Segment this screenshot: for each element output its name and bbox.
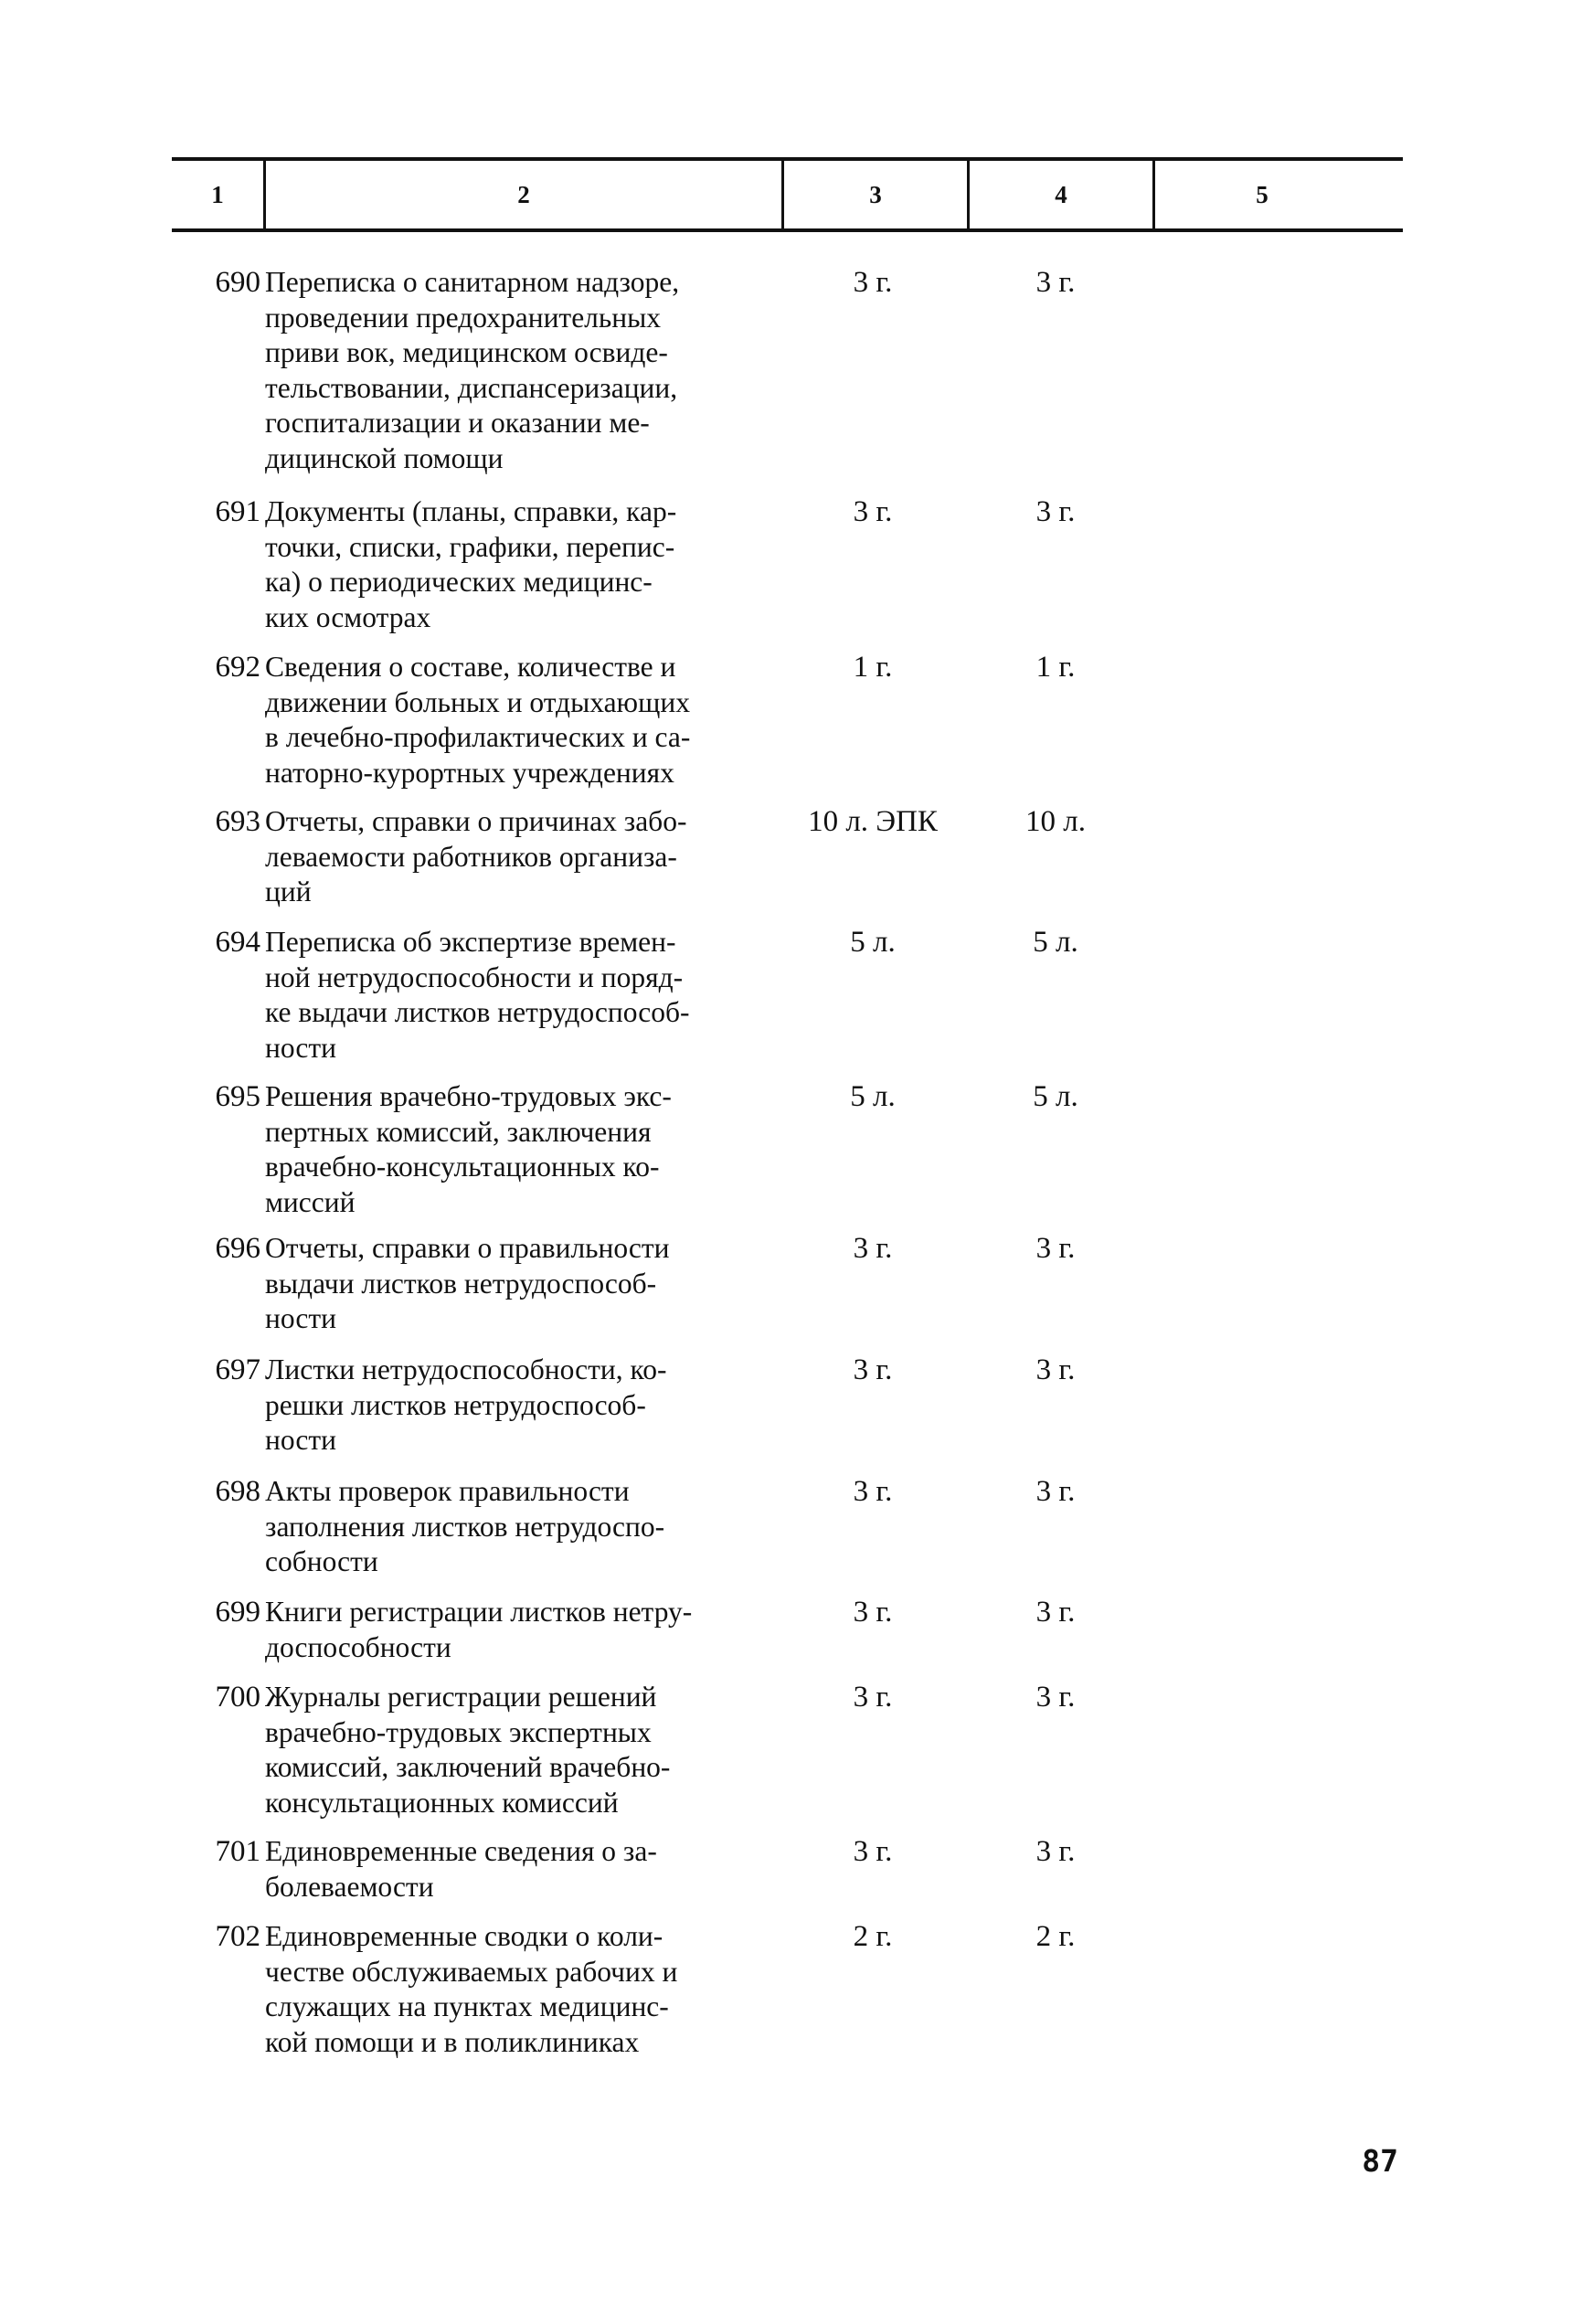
row-number: 700: [215, 1681, 260, 1714]
row-retention-col3: 2 г.: [853, 1920, 893, 1953]
row-description: Переписка о санитарном надзоре, проведении предохранительных приви вок, медицинском освиде- тельствовании, диспансеризации, госпитализации и оказании ме- дицинской помощи: [265, 266, 680, 474]
row-number: 702: [215, 1920, 260, 1953]
row-retention-col3: 3 г.: [853, 1232, 893, 1265]
row-retention-col3: 3 г.: [853, 1353, 893, 1386]
row-retention-col3: 5 л.: [850, 1080, 896, 1113]
row-description: Журналы регистрации решений врачебно-трудовых экспертных комиссий, заключений врачебно- консультационных комиссий: [265, 1681, 671, 1819]
row-retention-col4: 3 г.: [1035, 495, 1076, 528]
row-retention-col4: 5 л.: [1033, 926, 1078, 959]
row-number: 696: [215, 1232, 260, 1265]
row-retention-col4: 10 л.: [1025, 805, 1086, 838]
table-header: [172, 157, 1403, 232]
row-retention-col3: 3 г.: [853, 266, 893, 299]
header-col-2: 2: [517, 181, 530, 208]
row-retention-col4: 5 л.: [1033, 1080, 1078, 1113]
row-retention-col3: 3 г.: [853, 495, 893, 528]
row-retention-col4: 3 г.: [1035, 1596, 1076, 1629]
row-description: Акты проверок правильности заполнения листков нетрудоспо- собности: [265, 1475, 665, 1577]
page-number: 87: [1362, 2143, 1398, 2179]
row-retention-col3: 10 л. ЭПК: [808, 805, 938, 838]
row-description: Книги регистрации листков нетру- доспособности: [265, 1596, 693, 1663]
row-retention-col3: 3 г.: [853, 1596, 893, 1629]
row-description: Сведения о составе, количестве и движении больных и отдыхающих в лечебно-профилактических и са- наторно-курортных учреждениях: [265, 651, 691, 789]
row-description: Отчеты, справки о причинах забо- леваемости работников организа- ций: [265, 805, 687, 907]
row-number: 691: [215, 495, 260, 528]
row-retention-col3: 3 г.: [853, 1475, 893, 1508]
row-retention-col4: 1 г.: [1035, 651, 1076, 684]
row-description: Отчеты, справки о правильности выдачи листков нетрудоспособ- ности: [265, 1232, 670, 1334]
row-number: 701: [215, 1835, 260, 1868]
row-number: 693: [215, 805, 260, 838]
row-retention-col4: 3 г.: [1035, 266, 1076, 299]
row-description: Единовременные сведения о за- болеваемости: [265, 1835, 657, 1903]
row-retention-col4: 2 г.: [1035, 1920, 1076, 1953]
row-retention-col4: 3 г.: [1035, 1681, 1076, 1714]
row-number: 690: [215, 266, 260, 299]
row-description: Листки нетрудоспособности, ко- решки листков нетрудоспособ- ности: [265, 1353, 667, 1456]
header-col-1: 1: [211, 181, 224, 208]
row-description: Единовременные сводки о коли- честве обслуживаемых рабочих и служащих на пунктах медицинс- кой помощи и в поликлиниках: [265, 1920, 678, 2058]
row-retention-col4: 3 г.: [1035, 1232, 1076, 1265]
row-description: Решения врачебно-трудовых экс- пертных комиссий, заключения врачебно-консультационных ко- миссий: [265, 1080, 672, 1218]
header-col-4: 4: [1055, 181, 1067, 208]
row-retention-col3: 1 г.: [853, 651, 893, 684]
row-number: 695: [215, 1080, 260, 1113]
header-col-5: 5: [1256, 181, 1268, 208]
row-number: 697: [215, 1353, 260, 1386]
row-number: 694: [215, 926, 260, 959]
row-number: 698: [215, 1475, 260, 1508]
header-col-3: 3: [869, 181, 882, 208]
row-description: Переписка об экспертизе времен- ной нетрудоспособности и поряд- ке выдачи листков нетрудоспособ- ности: [265, 926, 690, 1064]
row-retention-col3: 3 г.: [853, 1681, 893, 1714]
row-number: 692: [215, 651, 260, 684]
row-retention-col4: 3 г.: [1035, 1835, 1076, 1868]
row-retention-col3: 3 г.: [853, 1835, 893, 1868]
row-retention-col4: 3 г.: [1035, 1353, 1076, 1386]
row-retention-col3: 5 л.: [850, 926, 896, 959]
row-number: 699: [215, 1596, 260, 1629]
row-description: Документы (планы, справки, кар- точки, списки, графики, перепис- ка) о периодических медицинс- ких осмотрах: [265, 495, 677, 633]
row-retention-col4: 3 г.: [1035, 1475, 1076, 1508]
